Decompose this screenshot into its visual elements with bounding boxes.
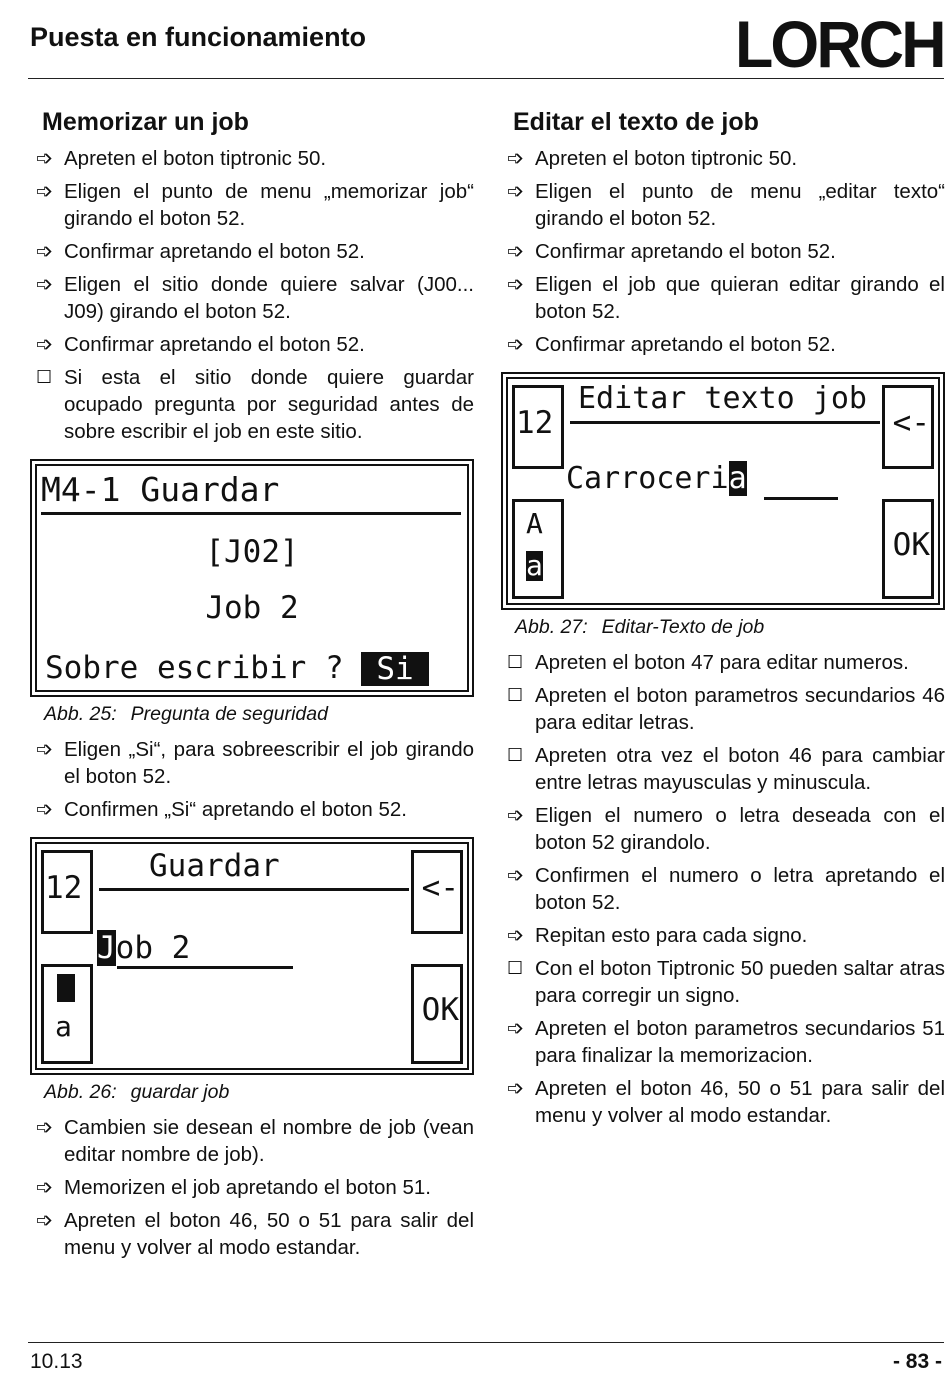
step-item bbox=[505, 331, 945, 358]
lcd-job-slot: [J02] bbox=[205, 534, 299, 570]
figure-27 bbox=[501, 372, 945, 610]
step-text: Apreten otra vez el boton 46 para cambiar entre letras mayusculas y minuscula. bbox=[535, 744, 945, 794]
text-cursor: J bbox=[97, 930, 116, 966]
arrow-bullet-icon: ➩ bbox=[36, 1175, 54, 1199]
step-text: Cambien sie desean el nombre de job (vean editar nombre de job). bbox=[64, 1116, 474, 1166]
step-item bbox=[505, 1075, 945, 1129]
lowercase-label-selected: a bbox=[526, 549, 543, 582]
lcd-title-underline bbox=[99, 888, 409, 891]
step-text: Eligen el job que quieran editar girando el boton 52. bbox=[535, 273, 945, 323]
arrow-bullet-icon: ➩ bbox=[36, 332, 54, 356]
arrow-bullet-icon: ➩ bbox=[507, 803, 525, 827]
step-item bbox=[505, 922, 945, 949]
step-text: Confirmen el numero o letra apretando el boton 52. bbox=[535, 864, 945, 914]
caption-number: Abb. 25: bbox=[44, 703, 117, 725]
step-item bbox=[505, 649, 945, 676]
step-item bbox=[505, 682, 945, 736]
arrow-bullet-icon: ➩ bbox=[507, 272, 525, 296]
arrow-bullet-icon: ➩ bbox=[507, 1016, 525, 1040]
arrow-bullet-icon: ➩ bbox=[36, 239, 54, 263]
lcd-security-question bbox=[35, 464, 469, 692]
text-cursor: a bbox=[728, 461, 747, 496]
step-text: Eligen el numero o letra deseada con el boton 52 girandolo. bbox=[535, 804, 945, 854]
checkbox-bullet-icon: ☐ bbox=[507, 652, 524, 673]
step-text: Confirmar apretando el boton 52. bbox=[535, 240, 836, 263]
step-text: Apreten el boton tiptronic 50. bbox=[64, 147, 327, 170]
step-item bbox=[34, 238, 474, 265]
right-column bbox=[505, 108, 945, 1135]
arrow-bullet-icon: ➩ bbox=[507, 923, 525, 947]
step-item bbox=[34, 1114, 474, 1168]
caption-number: Abb. 27: bbox=[515, 616, 588, 638]
lcd-title-underline bbox=[570, 421, 880, 424]
step-item bbox=[34, 1207, 474, 1261]
step-text: Apreten el boton 46, 50 o 51 para salir del menu y volver al modo estandar. bbox=[535, 1077, 945, 1127]
lcd-yes-option[interactable]: Si bbox=[361, 652, 429, 686]
job-text-value: Carroceri bbox=[566, 461, 729, 496]
arrow-bullet-icon: ➩ bbox=[507, 239, 525, 263]
job-text-field[interactable] bbox=[566, 461, 747, 496]
arrow-bullet-icon: ➩ bbox=[36, 737, 54, 761]
step-item bbox=[505, 178, 945, 232]
arrow-bullet-icon: ➩ bbox=[36, 272, 54, 296]
arrow-bullet-icon: ➩ bbox=[507, 332, 525, 356]
finish-steps bbox=[34, 1114, 474, 1261]
step-text: Apreten el boton 46, 50 o 51 para salir del menu y volver al modo estandar. bbox=[64, 1209, 474, 1259]
lorch-logo: LORCH bbox=[735, 7, 944, 81]
page-number: - 83 - bbox=[892, 1350, 942, 1373]
lcd-title-underline bbox=[41, 512, 461, 515]
job-name-text: ob 2 bbox=[115, 930, 191, 966]
step-text: Confirmar apretando el boton 52. bbox=[64, 333, 365, 356]
step-item bbox=[505, 955, 945, 1009]
step-text: Eligen „Si“, para sobreescribir el job girando el boton 52. bbox=[64, 738, 474, 788]
uppercase-label: A bbox=[526, 507, 543, 540]
step-text: Repitan esto para cada signo. bbox=[535, 924, 808, 947]
caption-text: Pregunta de seguridad bbox=[130, 703, 328, 725]
uppercase-icon bbox=[57, 974, 75, 1002]
step-text: Apreten el boton tiptronic 50. bbox=[535, 147, 798, 170]
lcd-title: M4-1 Guardar bbox=[41, 470, 280, 509]
memorize-steps bbox=[34, 145, 474, 445]
arrow-bullet-icon: ➩ bbox=[507, 1076, 525, 1100]
step-text: Con el boton Tiptronic 50 pueden saltar atras para corregir un signo. bbox=[535, 957, 945, 1007]
footer-divider bbox=[28, 1342, 944, 1343]
step-item bbox=[34, 1174, 474, 1201]
lcd-overwrite-question: Sobre escribir ? bbox=[45, 650, 344, 686]
step-text: Eligen el punto de menu „editar texto“ girando el boton 52. bbox=[535, 180, 945, 230]
back-arrow-label: <- bbox=[892, 405, 930, 441]
step-text: Apreten el boton parametros secundarios 51 para finalizar la memorizacion. bbox=[535, 1017, 945, 1067]
checkbox-bullet-icon: ☐ bbox=[507, 745, 524, 766]
lcd-edit-title: Editar texto job bbox=[578, 381, 867, 416]
step-text: Eligen el punto de menu „memorizar job“ girando el boton 52. bbox=[64, 180, 474, 230]
ok-label: OK bbox=[421, 992, 459, 1028]
step-text: Confirmar apretando el boton 52. bbox=[64, 240, 365, 263]
arrow-bullet-icon: ➩ bbox=[36, 1208, 54, 1232]
step-item bbox=[34, 364, 474, 445]
ok-label: OK bbox=[892, 527, 930, 563]
arrow-bullet-icon: ➩ bbox=[507, 863, 525, 887]
lcd-save-job bbox=[35, 842, 469, 1070]
step-text: Eligen el sitio donde quiere salvar (J00... J09) girando el boton 52. bbox=[64, 273, 474, 323]
job-name-field[interactable] bbox=[97, 930, 190, 966]
step-item bbox=[34, 271, 474, 325]
step-text: Confirmar apretando el boton 52. bbox=[535, 333, 836, 356]
left-column bbox=[34, 108, 474, 1267]
step-item bbox=[34, 145, 474, 172]
checkbox-bullet-icon: ☐ bbox=[36, 367, 53, 388]
header-divider bbox=[28, 78, 944, 79]
step-text: Apreten el boton 47 para editar numeros. bbox=[535, 651, 909, 674]
edit-job-text-heading: Editar el texto de job bbox=[513, 108, 759, 136]
back-arrow-label: <- bbox=[421, 870, 459, 906]
step-item bbox=[34, 796, 474, 823]
arrow-bullet-icon: ➩ bbox=[507, 146, 525, 170]
step-text: Si esta el sitio donde quiere guardar ocupado pregunta por seguridad antes de sobre escribir el job en este sitio. bbox=[64, 366, 474, 443]
step-item bbox=[34, 736, 474, 790]
arrow-bullet-icon: ➩ bbox=[36, 146, 54, 170]
caption-text: guardar job bbox=[130, 1081, 230, 1103]
memorize-job-heading: Memorizar un job bbox=[42, 108, 249, 136]
lowercase-label: a bbox=[55, 1010, 72, 1043]
caption-text: Editar-Texto de job bbox=[601, 616, 765, 638]
confirm-steps bbox=[34, 736, 474, 823]
lcd-save-title: Guardar bbox=[149, 848, 280, 884]
step-item bbox=[505, 742, 945, 796]
step-text: Memorizen el job apretando el boton 51. bbox=[64, 1176, 431, 1199]
step-text: Confirmen „Si“ apretando el boton 52. bbox=[64, 798, 408, 821]
figure-26 bbox=[30, 837, 474, 1075]
step-item bbox=[505, 1015, 945, 1069]
page-section-title: Puesta en funcionamiento bbox=[30, 22, 367, 52]
number-mode-label: 12 bbox=[516, 405, 554, 441]
number-mode-label: 12 bbox=[45, 870, 83, 906]
checkbox-bullet-icon: ☐ bbox=[507, 685, 524, 706]
arrow-bullet-icon: ➩ bbox=[36, 1115, 54, 1139]
step-item bbox=[505, 145, 945, 172]
edit-character-steps bbox=[505, 649, 945, 1129]
input-underline bbox=[117, 966, 293, 969]
figure-27-caption bbox=[515, 616, 945, 639]
arrow-bullet-icon: ➩ bbox=[507, 179, 525, 203]
step-item bbox=[505, 862, 945, 916]
figure-26-caption bbox=[44, 1081, 474, 1104]
step-item bbox=[505, 271, 945, 325]
step-item bbox=[34, 331, 474, 358]
edition-date: 10.13 bbox=[30, 1350, 83, 1373]
caption-number: Abb. 26: bbox=[44, 1081, 117, 1103]
step-text: Apreten el boton parametros secundarios 46 para editar letras. bbox=[535, 684, 945, 734]
checkbox-bullet-icon: ☐ bbox=[507, 958, 524, 979]
edit-steps bbox=[505, 145, 945, 358]
lcd-job-name: Job 2 bbox=[205, 590, 299, 626]
arrow-bullet-icon: ➩ bbox=[36, 179, 54, 203]
figure-25-caption bbox=[44, 703, 474, 726]
figure-25 bbox=[30, 459, 474, 697]
lcd-edit-job-text bbox=[506, 377, 940, 605]
input-underline bbox=[764, 497, 838, 500]
arrow-bullet-icon: ➩ bbox=[36, 797, 54, 821]
step-item bbox=[505, 238, 945, 265]
step-item bbox=[505, 802, 945, 856]
step-item bbox=[34, 178, 474, 232]
